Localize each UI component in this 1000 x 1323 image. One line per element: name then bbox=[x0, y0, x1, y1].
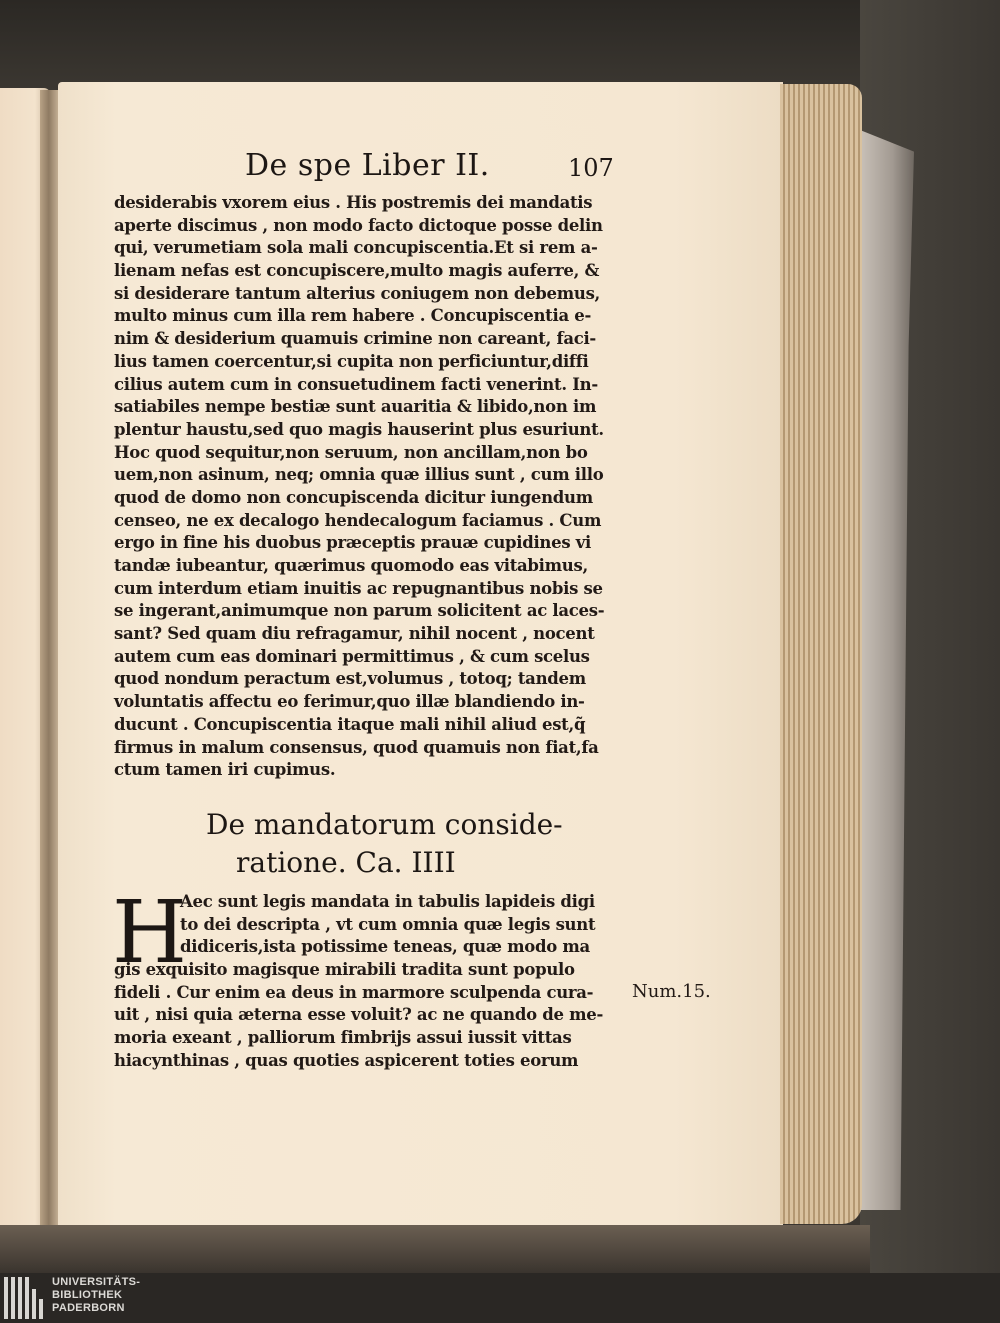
text-line: autem cum eas dominari permittimus , & cum scelus bbox=[114, 646, 590, 666]
text-line: voluntatis affectu eo ferimur,quo illæ blandiendo in- bbox=[114, 692, 585, 712]
background-top bbox=[0, 0, 1000, 90]
text-line: tandæ iubeantur, quærimus quomodo eas vitabimus, bbox=[114, 556, 588, 575]
library-name-line3: PADERBORN bbox=[52, 1302, 125, 1314]
text-line: ducunt . Concupiscentia itaque mali nihil aliud est,q̃ bbox=[114, 714, 586, 734]
text-line: moria exeant , palliorum fimbrijs assui iussit vittas bbox=[114, 1028, 572, 1048]
text-line: Aec sunt legis mandata in tabulis lapideis digi bbox=[180, 892, 595, 911]
text-line: hiacynthinas , quas quoties aspicerent toties eorum bbox=[114, 1050, 579, 1070]
text-line: uit , nisi quia æterna esse voluit? ac ne quando de me- bbox=[114, 1005, 604, 1025]
text-line: uem,non asinum, neq; omnia quæ illius sunt , cum illo bbox=[114, 465, 604, 485]
text-line: satiabiles nempe bestiæ sunt auaritia & libido,non im bbox=[114, 397, 597, 417]
text-line: didiceris,ista potissime teneas, quæ modo ma bbox=[180, 937, 590, 957]
text-line: cum interdum etiam inuitis ac repugnantibus nobis se bbox=[114, 578, 603, 598]
text-line: sant? Sed quam diu refragamur, nihil nocent , nocent bbox=[114, 624, 595, 644]
library-footer bbox=[0, 1273, 1000, 1323]
text-line: quod de domo non concupiscenda dicitur iungendum bbox=[114, 487, 593, 507]
text-line: quod nondum peractum est,volumus , totoq; tandem bbox=[114, 669, 586, 689]
text-line: lienam nefas est concupiscere,multo magis auferre, & bbox=[114, 261, 600, 281]
text-line: lius tamen coercentur,si cupita non perficiuntur,diffi bbox=[114, 351, 589, 371]
text-line: multo minus cum illa rem habere . Concupiscentia e- bbox=[114, 306, 592, 326]
text-line: aperte discimus , non modo facto dictoque posse delin bbox=[114, 215, 603, 235]
running-head: De spe Liber II. bbox=[245, 148, 490, 183]
chapter-heading-line2: ratione. Ca. IIII bbox=[236, 846, 456, 879]
text-line: fideli . Cur enim ea deus in marmore sculpenda cura- bbox=[114, 982, 594, 1002]
text-line: ergo in fine his duobus præceptis prauæ cupidines vi bbox=[114, 533, 592, 553]
text-line: si desiderare tantum alterius coniugem non debemus, bbox=[114, 283, 601, 303]
text-line: plentur haustu,sed quo magis hauserint plus esuriunt. bbox=[114, 419, 604, 439]
text-line: nim & desiderium quamuis crimine non careant, faci- bbox=[114, 329, 596, 349]
book-bottom-edge bbox=[0, 1225, 870, 1273]
chapter-heading-line1: De mandatorum conside- bbox=[206, 808, 563, 841]
text-line: qui, verumetiam sola mali concupiscentia.Et si rem a- bbox=[114, 238, 598, 258]
text-line: se ingerant,animumque non parum solicitent ac laces- bbox=[114, 601, 605, 621]
text-line: ctum tamen iri cupimus. bbox=[114, 760, 336, 780]
page-block-edges bbox=[780, 84, 862, 1224]
main-paragraph bbox=[114, 192, 634, 782]
library-name-line2: BIBLIOTHEK bbox=[52, 1289, 123, 1301]
text-line: censeo, ne ex decalogo hendecalogum faciamus . Cum bbox=[114, 510, 602, 530]
text-line: to dei descripta , vt cum omnia quæ legis sunt bbox=[180, 914, 596, 934]
folio-number: 107 bbox=[568, 154, 614, 182]
chapter-heading bbox=[206, 806, 566, 882]
text-line: firmus in malum consensus, quod quamuis non fiat,fa bbox=[114, 737, 599, 757]
library-name-line1: UNIVERSITÄTS- bbox=[52, 1276, 141, 1288]
text-line: cilius autem cum in consuetudinem facti venerint. In- bbox=[114, 374, 598, 394]
decorated-initial: H bbox=[112, 883, 187, 983]
text-line: gis exquisito magisque mirabili tradita sunt populo bbox=[114, 960, 575, 980]
chapter-paragraph bbox=[112, 883, 634, 1073]
text-line: desiderabis vxorem eius . His postremis dei mandatis bbox=[114, 193, 593, 212]
library-logo-icon bbox=[4, 1277, 44, 1319]
library-name bbox=[52, 1276, 140, 1315]
marginal-note: Num.15. bbox=[632, 981, 711, 1002]
text-line: Hoc quod sequitur,non seruum, non ancillam,non bo bbox=[114, 442, 588, 462]
